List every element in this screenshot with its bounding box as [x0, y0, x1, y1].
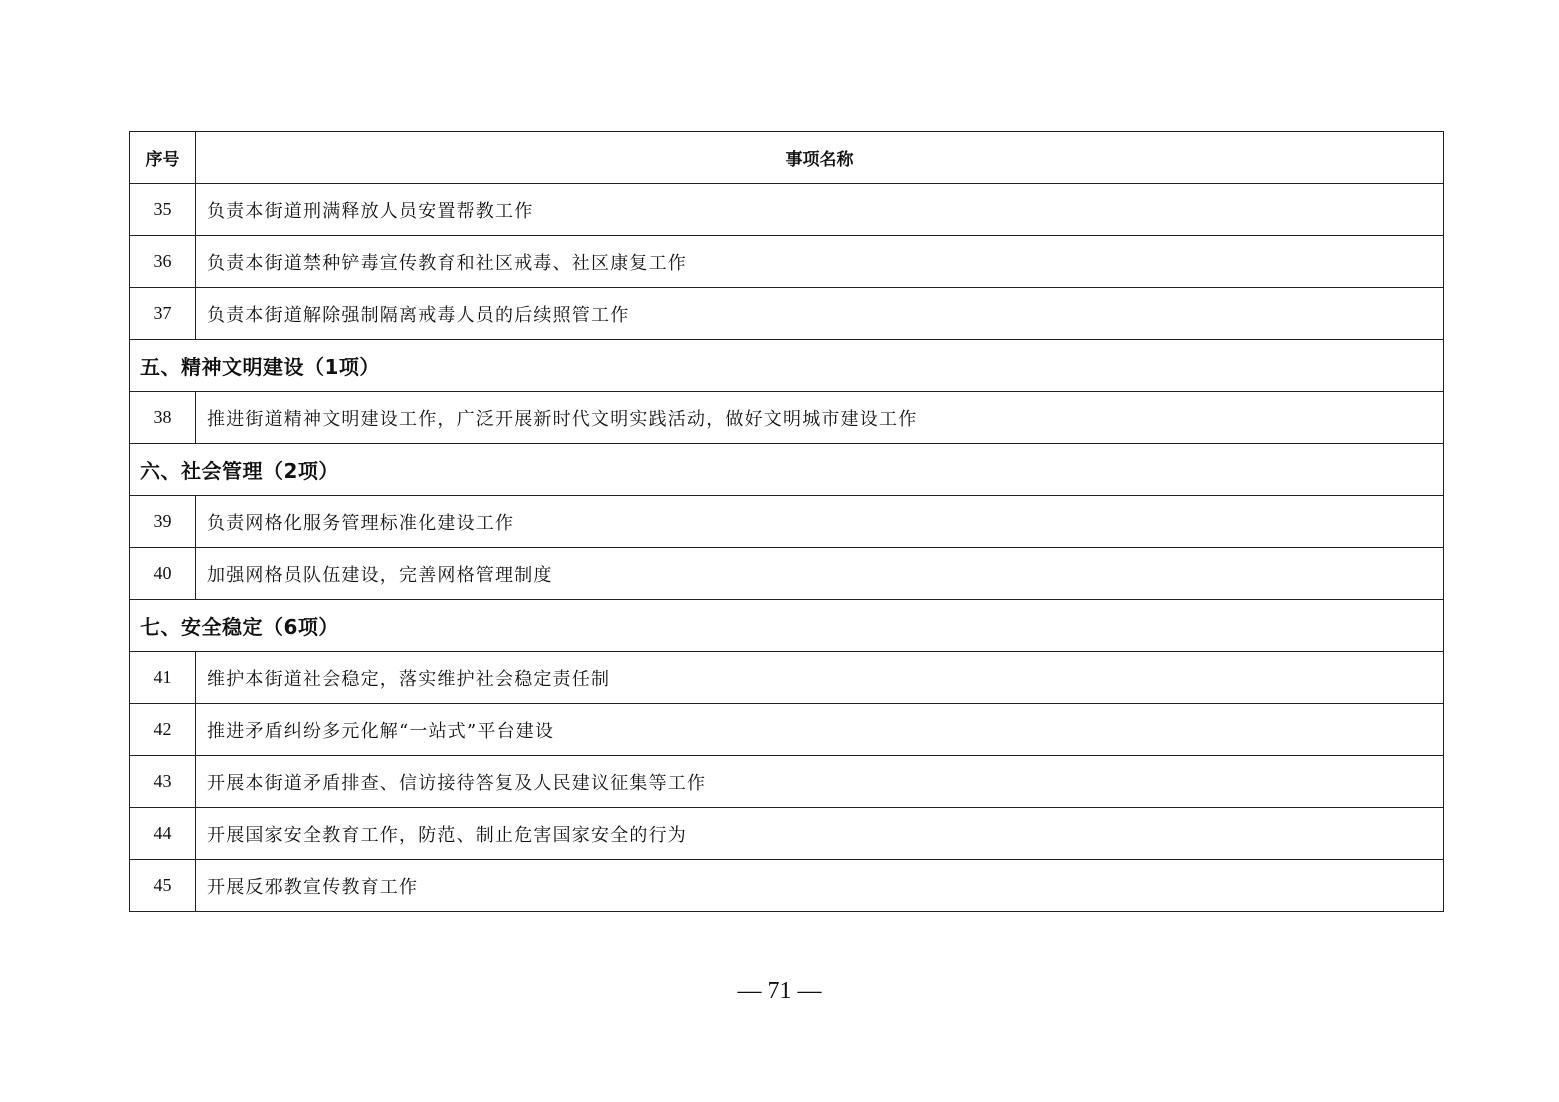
header-num: 序号 [130, 132, 196, 184]
page-number: — 71 — [737, 978, 822, 1004]
item-name: 负责本街道解除强制隔离戒毒人员的后续照管工作 [196, 288, 1444, 340]
item-name: 负责网格化服务管理标准化建设工作 [196, 496, 1444, 548]
item-number: 36 [130, 236, 196, 288]
table-row [130, 548, 1444, 600]
item-number: 43 [130, 756, 196, 808]
item-number: 42 [130, 704, 196, 756]
header-row [130, 132, 1444, 184]
table-row [130, 392, 1444, 444]
item-name: 推进街道精神文明建设工作，广泛开展新时代文明实践活动，做好文明城市建设工作 [196, 392, 1444, 444]
table-header [130, 132, 1444, 184]
section-row [130, 340, 1444, 392]
item-number: 35 [130, 184, 196, 236]
item-name: 推进矛盾纠纷多元化解“一站式”平台建设 [196, 704, 1444, 756]
table-row [130, 496, 1444, 548]
item-number: 45 [130, 860, 196, 912]
item-number: 38 [130, 392, 196, 444]
item-name: 负责本街道刑满释放人员安置帮教工作 [196, 184, 1444, 236]
section-row [130, 444, 1444, 496]
item-name: 维护本街道社会稳定，落实维护社会稳定责任制 [196, 652, 1444, 704]
table-row [130, 704, 1444, 756]
table-row [130, 288, 1444, 340]
item-name: 开展本街道矛盾排查、信访接待答复及人民建议征集等工作 [196, 756, 1444, 808]
table-row [130, 756, 1444, 808]
item-name: 开展国家安全教育工作，防范、制止危害国家安全的行为 [196, 808, 1444, 860]
table-row [130, 236, 1444, 288]
section-title: 六、社会管理（2项） [130, 444, 1444, 496]
section-row [130, 600, 1444, 652]
item-name: 负责本街道禁种铲毒宣传教育和社区戒毒、社区康复工作 [196, 236, 1444, 288]
table-row [130, 808, 1444, 860]
table-body [130, 184, 1444, 912]
item-number: 37 [130, 288, 196, 340]
item-number: 41 [130, 652, 196, 704]
item-number: 40 [130, 548, 196, 600]
item-number: 39 [130, 496, 196, 548]
header-name: 事项名称 [196, 132, 1444, 184]
item-name: 加强网格员队伍建设，完善网格管理制度 [196, 548, 1444, 600]
table-row [130, 184, 1444, 236]
section-title: 五、精神文明建设（1项） [130, 340, 1444, 392]
item-name: 开展反邪教宣传教育工作 [196, 860, 1444, 912]
matters-table [129, 131, 1444, 912]
item-number: 44 [130, 808, 196, 860]
table-row [130, 860, 1444, 912]
section-title: 七、安全稳定（6项） [130, 600, 1444, 652]
table-row [130, 652, 1444, 704]
